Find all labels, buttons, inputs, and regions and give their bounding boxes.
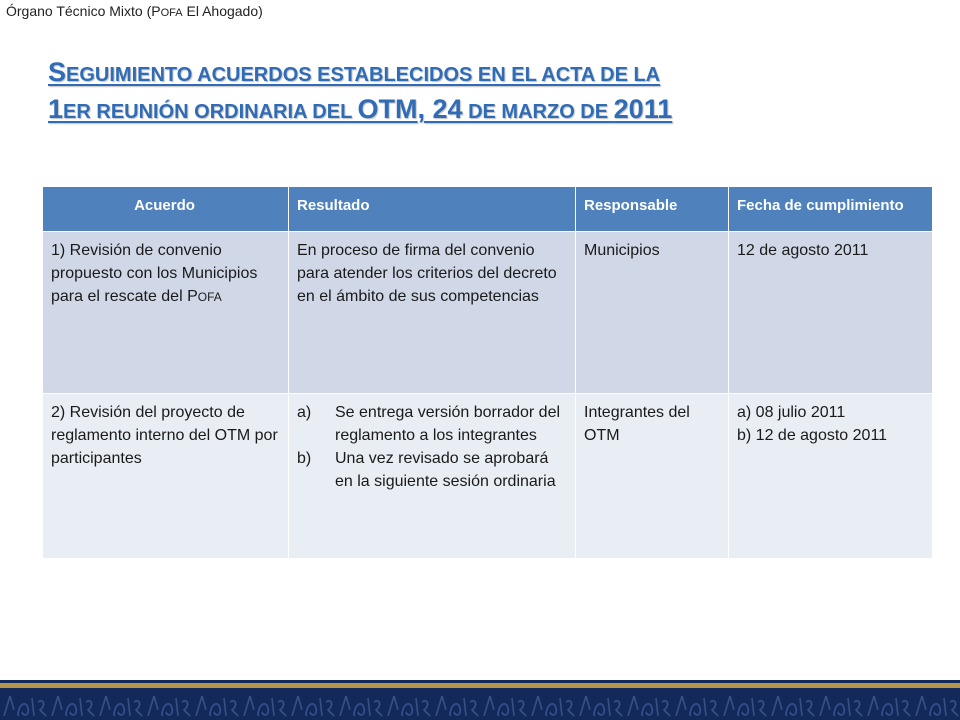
title-part: 1 xyxy=(48,94,64,124)
cell-responsable: Municipios xyxy=(576,232,729,394)
list-marker: b) xyxy=(297,450,312,467)
header-responsable: Responsable xyxy=(576,187,729,232)
title-part: DE MARZO DE xyxy=(462,101,614,123)
cell-acuerdo: 2) Revisión del proyecto de reglamento interno del OTM por participantes xyxy=(43,394,289,559)
title-part: 2011 xyxy=(613,94,673,124)
table-row xyxy=(43,394,933,559)
list-marker: a) xyxy=(297,404,312,421)
cell-fecha xyxy=(729,394,933,559)
table-header-row xyxy=(43,187,933,232)
list-item xyxy=(297,401,565,447)
organization-label: Órgano Técnico Mixto (POFA El Ahogado) xyxy=(6,3,263,19)
title-part: OTM, 24 xyxy=(357,94,463,124)
header-fecha: Fecha de cumplimiento xyxy=(729,187,933,232)
title-part: ER REUNIÓN ORDINARIA DEL xyxy=(63,101,358,123)
table-row xyxy=(43,232,933,394)
list-item-text: Una vez revisado se aprobará en la siguiente sesión ordinaria xyxy=(335,450,556,490)
cell-resultado: En proceso de firma del convenio para atender los criterios del decreto en el ámbito de sus competencias xyxy=(289,232,576,394)
list-item xyxy=(297,447,565,493)
title-line-2 xyxy=(48,93,918,130)
title-line-1 xyxy=(48,56,918,93)
cell-fecha: 12 de agosto 2011 xyxy=(729,232,933,394)
footer-gold-stripe xyxy=(0,683,960,688)
slide-title xyxy=(48,56,918,130)
date-line: a) 08 julio 2011 xyxy=(737,404,846,421)
title-part: EGUIMIENTO ACUERDOS ESTABLECIDOS EN EL ACTA DE LA xyxy=(66,64,661,86)
date-line: b) 12 de agosto 2011 xyxy=(737,427,888,444)
footer-decorative-pattern xyxy=(0,690,960,720)
result-list xyxy=(297,401,565,493)
cell-responsable: Integrantes del OTM xyxy=(576,394,729,559)
header-resultado: Resultado xyxy=(289,187,576,232)
cell-resultado xyxy=(289,394,576,559)
list-item-text: Se entrega versión borrador del reglamento a los integrantes xyxy=(335,404,561,444)
title-part: S xyxy=(48,57,67,87)
agreements-table xyxy=(42,186,933,559)
header-acuerdo: Acuerdo xyxy=(43,187,289,232)
cell-acuerdo: 1) Revisión de convenio propuesto con los Municipios para el rescate del POFA xyxy=(43,232,289,394)
